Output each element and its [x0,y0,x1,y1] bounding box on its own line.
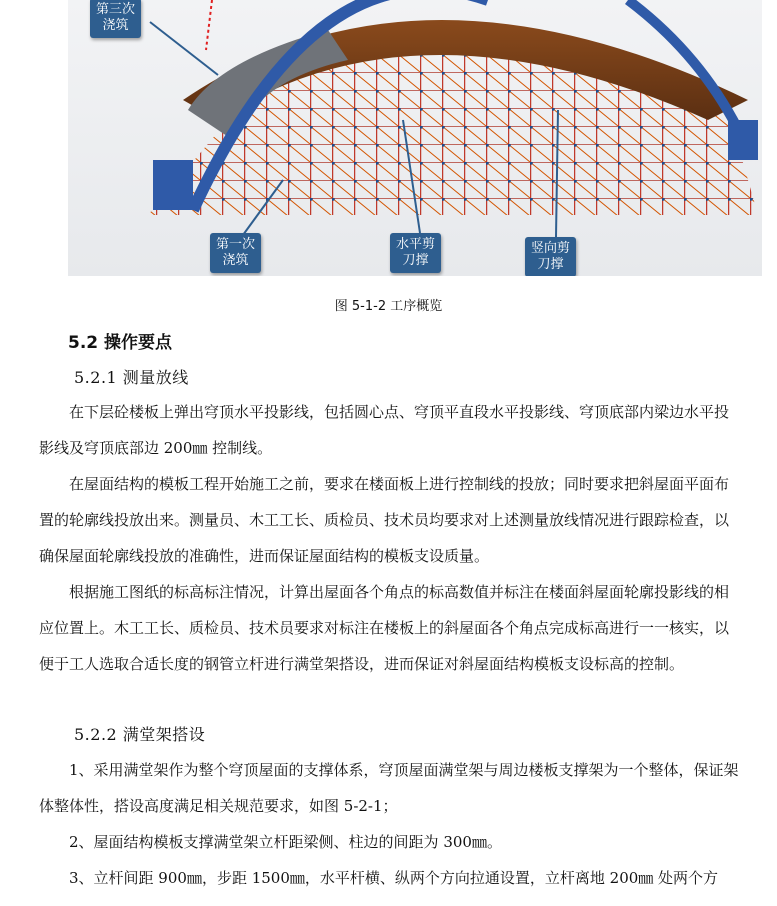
base-column-right [728,120,758,160]
section-heading: 5.2 操作要点 [68,333,173,353]
pour-direction-arrow [206,0,212,50]
paragraph: 在下层砼楼板上弹出穹顶水平投影线，包括圆心点、穹顶平直段水平投影线、穹顶底部内梁边水平投影线及穹顶底部边 200㎜ 控制线。 [39,403,730,457]
paragraph: 根据施工图纸的标高标注情况，计算出屋面各个角点的标高数值并标注在楼面斜屋面轮廓投影线的相应位置上。木工工长、质检员、技术员要求对标注在楼板上的斜屋面各个角点完成标高进行一一核实，以便于工人选取合适长度的钢管立杆进行满堂架搭设，进而保证对斜屋面结构模板支设标高的控制。 [39,583,730,673]
base-column-left [153,160,193,210]
paragraph: 1、采用满堂架作为整个穹顶屋面的支撑体系，穹顶屋面满堂架与周边楼板支撑架为一个整体，保证架体整体性，搭设高度满足相关规范要求，如图 5-2-1； [39,761,739,815]
callout-horizontal-brace: 水平剪 刀撑 [390,233,441,273]
construction-figure [68,0,762,276]
callout-first-pour: 第一次 浇筑 [210,233,261,273]
callout-vertical-brace: 竖向剪 刀撑 [525,237,576,276]
paragraph: 2、屋面结构模板支撑满堂架立杆距梁侧、柱边的间距为 300㎜。 [69,833,502,851]
paragraph: 3、立杆间距 900㎜，步距 1500㎜，水平杆横、纵两个方向拉通设置，立杆离地 200㎜ 处两个方 [69,869,719,887]
callout-third-pour: 第三次 浇筑 [90,0,141,38]
subsection-heading-scaffold: 5.2.2 满堂架搭设 [74,725,206,744]
subsection-heading-survey: 5.2.1 测量放线 [74,368,189,387]
paragraph: 在屋面结构的模板工程开始施工之前，要求在楼面板上进行控制线的投放；同时要求把斜屋面平面布置的轮廓线投放出来。测量员、木工工长、质检员、技术员均要求对上述测量放线情况进行跟踪检查，以确保屋面轮廓线投放的准确性，进而保证屋面结构的模板支设质量。 [39,475,730,565]
figure-caption: 图 5-1-2 工序概览 [334,299,443,314]
